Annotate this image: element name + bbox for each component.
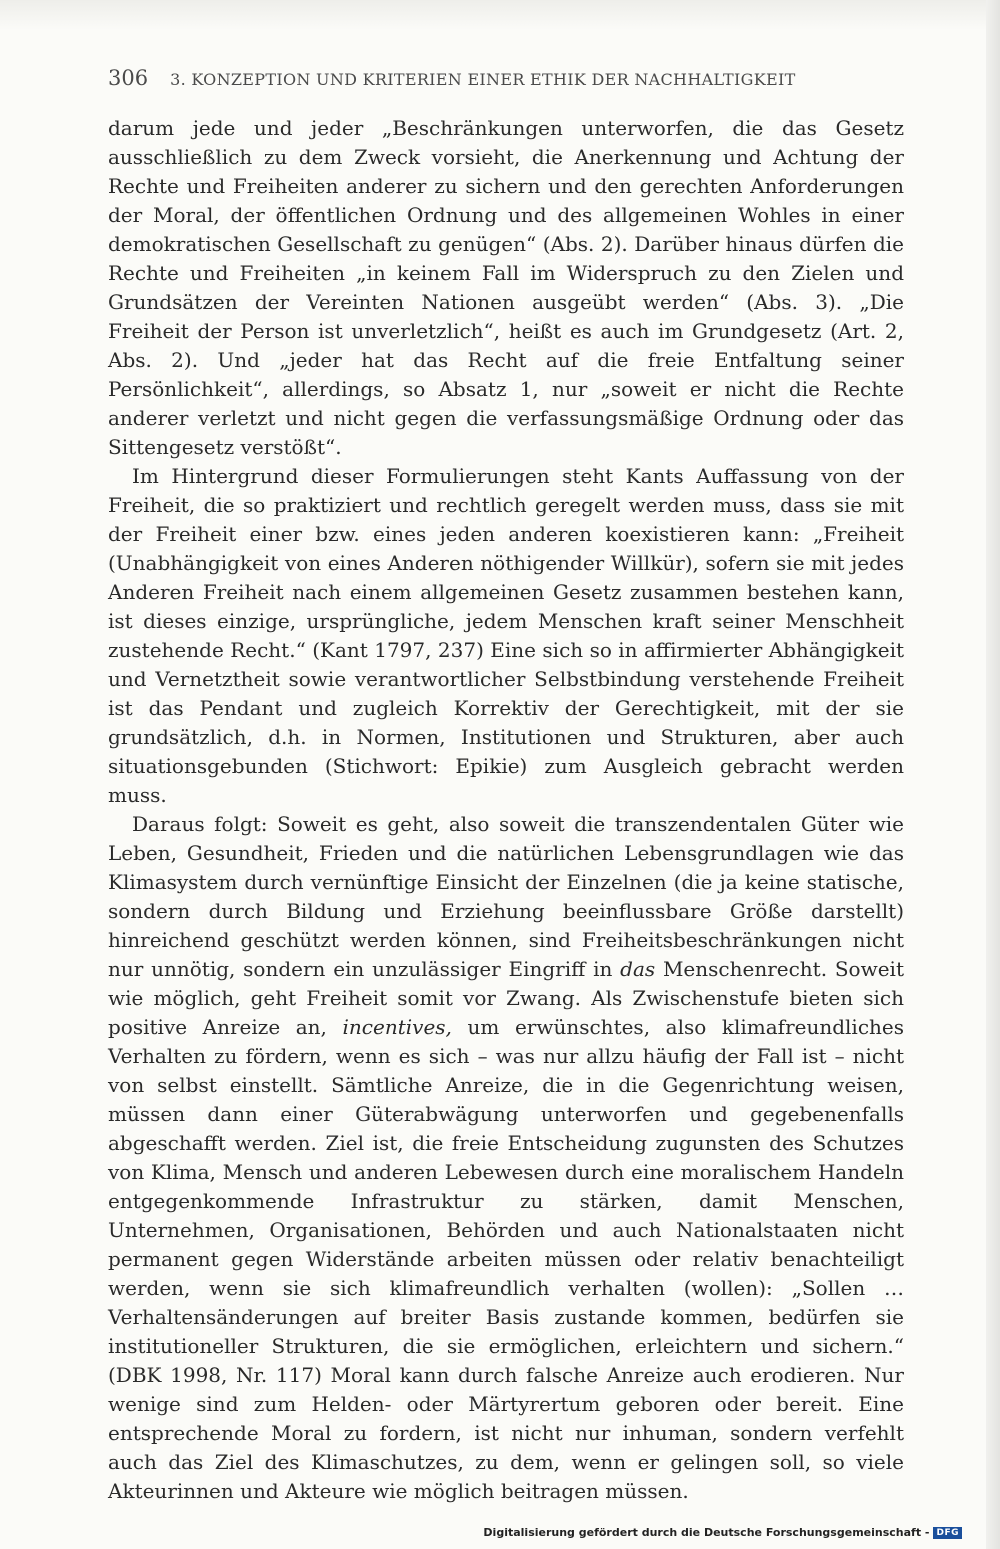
- paragraph-3-part-3: um erwünschtes, also klimafreundliches Verhalten zu fördern, wenn es sich – was nur allzu häufig der Fall ist – nicht von selbst einstellt. Sämtliche Anreize, die in die Gegenrichtung weisen, müssen dann einer Güterabwägung unterworfen und gegebenenfalls abgeschafft werden. Ziel ist, die freie Entscheidung zugunsten des Schutzes von Klima, Mensch und anderen Lebewesen durch eine moralischem Handeln entgegenkommende Infrastruktur zu stärken, damit Menschen, Unternehmen, Organisationen, Behörden und auch Nationalstaaten nicht permanent gegen Widerstände arbeiten müssen oder relativ benachteiligt werden, wenn sie sich klimafreundlich verhalten (wollen): „Sollen … Verhaltensänderungen auf breiter Basis zustande kommen, bedürfen sie institutioneller Strukturen, die sie ermöglichen, erleichtern und sichern.“ (DBK 1998, Nr. 117) Moral kann durch falsche Anreize auch erodieren. Nur wenige sind zum Helden- oder Märtyrertum geboren oder bereit. Eine entsprechende Moral zu fordern, ist nicht nur inhuman, sondern verfehlt auch das Ziel des Klimaschutzes, zu dem, wenn er gelingen soll, so viele Akteurinnen und Akteure wie möglich beitragen müssen.: [108, 1015, 905, 1503]
- paragraph-3-part-2: Menschenrecht. Soweit wie möglich, geht Freiheit somit vor Zwang. Als Zwischenstufe bieten sich positive Anreize an,: [108, 957, 904, 1039]
- dfg-logo: DFG: [933, 1527, 962, 1539]
- body-text: [108, 114, 904, 1506]
- paragraph-1: darum jede und jeder „Beschränkungen unterworfen, die das Gesetz ausschließlich zu dem Zweck vorsieht, die Anerkennung und Achtung der Rechte und Freiheiten anderer zu sichern und den gerechten Anforderungen der Moral, der öffentlichen Ordnung und des allgemeinen Wohles in einer demokratischen Gesellschaft zu genügen“ (Abs. 2). Darüber hinaus dürfen die Rechte und Freiheiten „in keinem Fall im Widerspruch zu den Zielen und Grundsätzen der Vereinten Nationen ausgeübt werden“ (Abs. 3). „Die Freiheit der Person ist unverletzlich“, heißt es auch im Grundgesetz (Art. 2, Abs. 2). Und „jeder hat das Recht auf die freie Entfaltung seiner Persönlichkeit“, allerdings, so Absatz 1, nur „soweit er nicht die Rechte anderer verletzt und nicht gegen die verfassungsmäßige Ordnung oder das Sittengesetz verstößt“.: [108, 116, 904, 459]
- digitization-credit-text: Digitalisierung gefördert durch die Deutsche Forschungsgemeinschaft -: [483, 1526, 930, 1539]
- emphasis-das: das: [620, 957, 656, 981]
- emphasis-incentives: incentives,: [342, 1015, 452, 1039]
- paragraph-2: Im Hintergrund dieser Formulierungen steht Kants Auffassung von der Freiheit, die so praktiziert und rechtlich geregelt werden muss, dass sie mit der Freiheit einer bzw. eines jeden anderen koexistieren kann: „Freiheit (Unabhängigkeit von eines Anderen nöthigender Willkür), sofern sie mit jedes Anderen Freiheit nach einem allgemeinen Gesetz zusammen bestehen kann, ist dieses einzige, ursprüngliche, jedem Menschen kraft seiner Menschheit zustehende Recht.“ (Kant 1797, 237) Eine sich so in affirmierter Abhängigkeit und Vernetztheit sowie verantwortlicher Selbstbindung verstehende Freiheit ist das Pendant und zugleich Korrektiv der Gerechtigkeit, mit der sie grundsätzlich, d.h. in Normen, Institutionen und Strukturen, aber auch situationsgebunden (Stichwort: Epikie) zum Ausgleich gebracht werden muss.: [108, 464, 904, 807]
- page-number: 306: [108, 66, 149, 90]
- scan-top-shadow: [0, 0, 1000, 30]
- paragraph-3-part-1: Daraus folgt: Soweit es geht, also soweit die transzendentalen Güter wie Leben, Gesundheit, Frieden und die natürlichen Lebensgrundlagen wie das Klimasystem durch vernünftige Einsicht der Einzelnen (die ja keine statische, sondern durch Bildung und Erziehung beeinflussbare Größe darstellt) hinreichend geschützt werden können, sind Freiheitsbeschränkungen nicht nur unnötig, sondern ein unzulässiger Eingriff in: [108, 812, 904, 981]
- scan-page-edge: [986, 0, 1000, 1549]
- digitization-credit: [483, 1526, 962, 1539]
- running-head: 3. KONZEPTION UND KRITERIEN EINER ETHIK DER NACHHALTIGKEIT: [170, 70, 796, 89]
- paragraph-3: [108, 810, 904, 1506]
- page-header: [108, 66, 908, 90]
